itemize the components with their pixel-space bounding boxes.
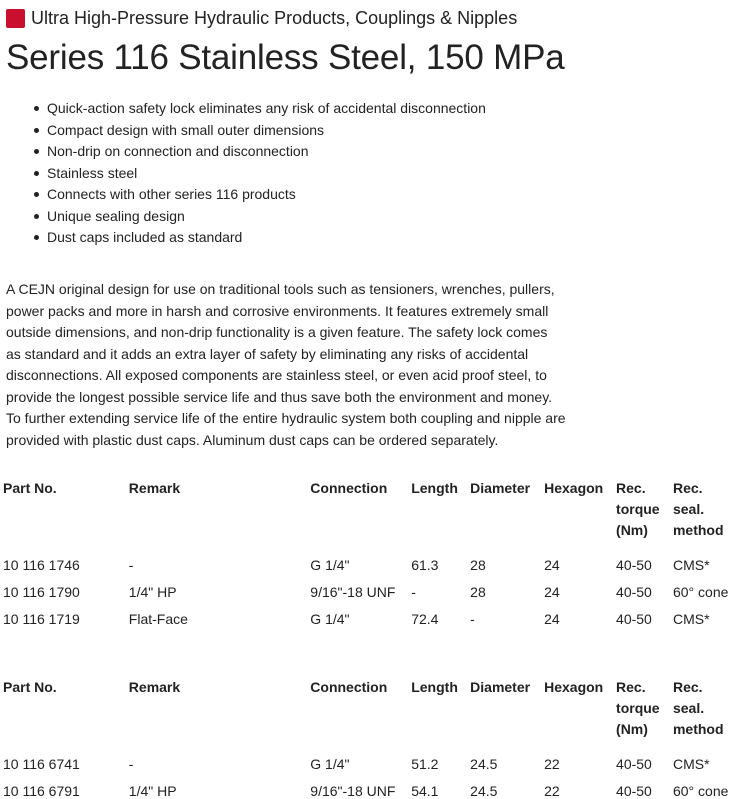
cell-remark: 1/4" HP xyxy=(128,783,177,799)
header-diameter: Diameter xyxy=(470,480,531,496)
cell-torque: 40-50 xyxy=(616,557,652,573)
cell-remark: - xyxy=(128,557,134,573)
cell-remark: Flat-Face xyxy=(128,611,188,627)
coupling-spec-table xyxy=(3,478,735,633)
header-rec-seal-line2: seal. xyxy=(672,700,705,716)
cell-connection: 9/16"-18 UNF xyxy=(310,584,396,600)
category-heading xyxy=(6,7,517,29)
header-connection: Connection xyxy=(310,679,388,695)
header-rec-torque-line1: Rec. xyxy=(616,480,646,496)
header-rec-torque-line2: torque xyxy=(616,700,660,716)
cell-part-no: 10 116 1746 xyxy=(3,557,80,573)
cell-torque: 40-50 xyxy=(616,611,652,627)
cell-seal-method: CMS* xyxy=(672,557,710,573)
cell-hexagon: 24 xyxy=(544,611,560,627)
cell-hexagon: 24 xyxy=(544,557,560,573)
cell-length: 61.3 xyxy=(411,557,439,573)
cell-connection: G 1/4" xyxy=(310,756,350,772)
cell-remark: 1/4" HP xyxy=(128,584,177,600)
header-rec-torque xyxy=(616,677,673,751)
cell-seal-method: 60° cone xyxy=(672,783,729,799)
header-remark: Remark xyxy=(128,679,181,695)
table-row xyxy=(3,579,735,606)
header-connection: Connection xyxy=(310,480,388,496)
cell-diameter: 24.5 xyxy=(470,756,498,772)
header-part-no: Part No. xyxy=(3,480,57,496)
feature-item: Quick-action safety lock eliminates any risk of accidental disconnection xyxy=(47,98,486,120)
header-rec-torque-line3: (Nm) xyxy=(616,721,648,737)
cell-diameter: 28 xyxy=(470,584,486,600)
feature-list xyxy=(47,98,486,249)
cell-diameter: - xyxy=(470,611,475,627)
header-part-no: Part No. xyxy=(3,679,57,695)
header-rec-torque-line2: torque xyxy=(616,501,660,517)
header-rec-seal-line1: Rec. xyxy=(672,679,703,695)
cell-hexagon: 24 xyxy=(544,584,560,600)
cell-torque: 40-50 xyxy=(616,783,652,799)
feature-item: Compact design with small outer dimensions xyxy=(47,120,486,142)
table-row xyxy=(3,751,735,778)
cell-part-no: 10 116 6791 xyxy=(3,783,80,799)
header-length: Length xyxy=(411,679,458,695)
cell-diameter: 24.5 xyxy=(470,783,498,799)
cell-hexagon: 22 xyxy=(544,756,560,772)
header-rec-seal-line2: seal. xyxy=(672,501,705,517)
cell-torque: 40-50 xyxy=(616,756,652,772)
table-row xyxy=(3,778,735,799)
table-header-row xyxy=(3,478,735,552)
cell-hexagon: 22 xyxy=(544,783,560,799)
header-hexagon: Hexagon xyxy=(544,679,604,695)
header-rec-seal-method xyxy=(673,677,735,751)
cell-length: 54.1 xyxy=(411,783,439,799)
feature-item: Connects with other series 116 products xyxy=(47,184,486,206)
cell-connection: G 1/4" xyxy=(310,557,350,573)
page-title: Series 116 Stainless Steel, 150 MPa xyxy=(6,38,565,77)
feature-item: Dust caps included as standard xyxy=(47,227,486,249)
cell-part-no: 10 116 6741 xyxy=(3,756,80,772)
cell-seal-method: 60° cone xyxy=(672,584,729,600)
header-rec-seal-line3: method xyxy=(672,522,724,538)
feature-item: Stainless steel xyxy=(47,163,486,185)
cell-part-no: 10 116 1719 xyxy=(3,611,80,627)
feature-item: Unique sealing design xyxy=(47,206,486,228)
product-description: A CEJN original design for use on traditional tools such as tensioners, wrenches, pullers, power packs and more in harsh and corrosive environments. It features extremely small outside dimensions, and non-drip functionality is a given feature. The safety lock comes as standard and it adds an extra layer of safety by eliminating any risks of accidental disconnections. All exposed components are stainless steel, or even acid proof steel, to provide the longest possible service life and thus save both the environment and money. To further extending service life of the entire hydraulic system both coupling and nipple are provided with plastic dust caps. Aluminum dust caps can be ordered separately. xyxy=(6,281,566,448)
feature-item: Non-drip on connection and disconnection xyxy=(47,141,486,163)
cell-connection: 9/16"-18 UNF xyxy=(310,783,396,799)
cell-length: 51.2 xyxy=(411,756,439,772)
header-rec-torque xyxy=(616,478,673,552)
header-rec-seal-line1: Rec. xyxy=(672,480,703,496)
category-label: Ultra High-Pressure Hydraulic Products, Couplings & Nipples xyxy=(31,7,518,28)
cell-remark: - xyxy=(128,756,134,772)
cell-length: - xyxy=(411,584,416,600)
header-hexagon: Hexagon xyxy=(544,480,604,496)
header-length: Length xyxy=(411,480,458,496)
header-rec-seal-method xyxy=(673,478,735,552)
header-rec-torque-line1: Rec. xyxy=(616,679,646,695)
table-row xyxy=(3,552,735,579)
cell-seal-method: CMS* xyxy=(672,611,710,627)
category-square-icon xyxy=(6,9,25,28)
cell-seal-method: CMS* xyxy=(672,756,710,772)
header-diameter: Diameter xyxy=(470,679,531,695)
header-remark: Remark xyxy=(128,480,181,496)
cell-part-no: 10 116 1790 xyxy=(3,584,80,600)
cell-connection: G 1/4" xyxy=(310,611,350,627)
cell-length: 72.4 xyxy=(411,611,439,627)
table-header-row xyxy=(3,677,735,751)
cell-torque: 40-50 xyxy=(616,584,652,600)
table-row xyxy=(3,606,735,633)
nipple-spec-table xyxy=(3,677,735,799)
cell-diameter: 28 xyxy=(470,557,486,573)
header-rec-seal-line3: method xyxy=(672,721,724,737)
header-rec-torque-line3: (Nm) xyxy=(616,522,648,538)
